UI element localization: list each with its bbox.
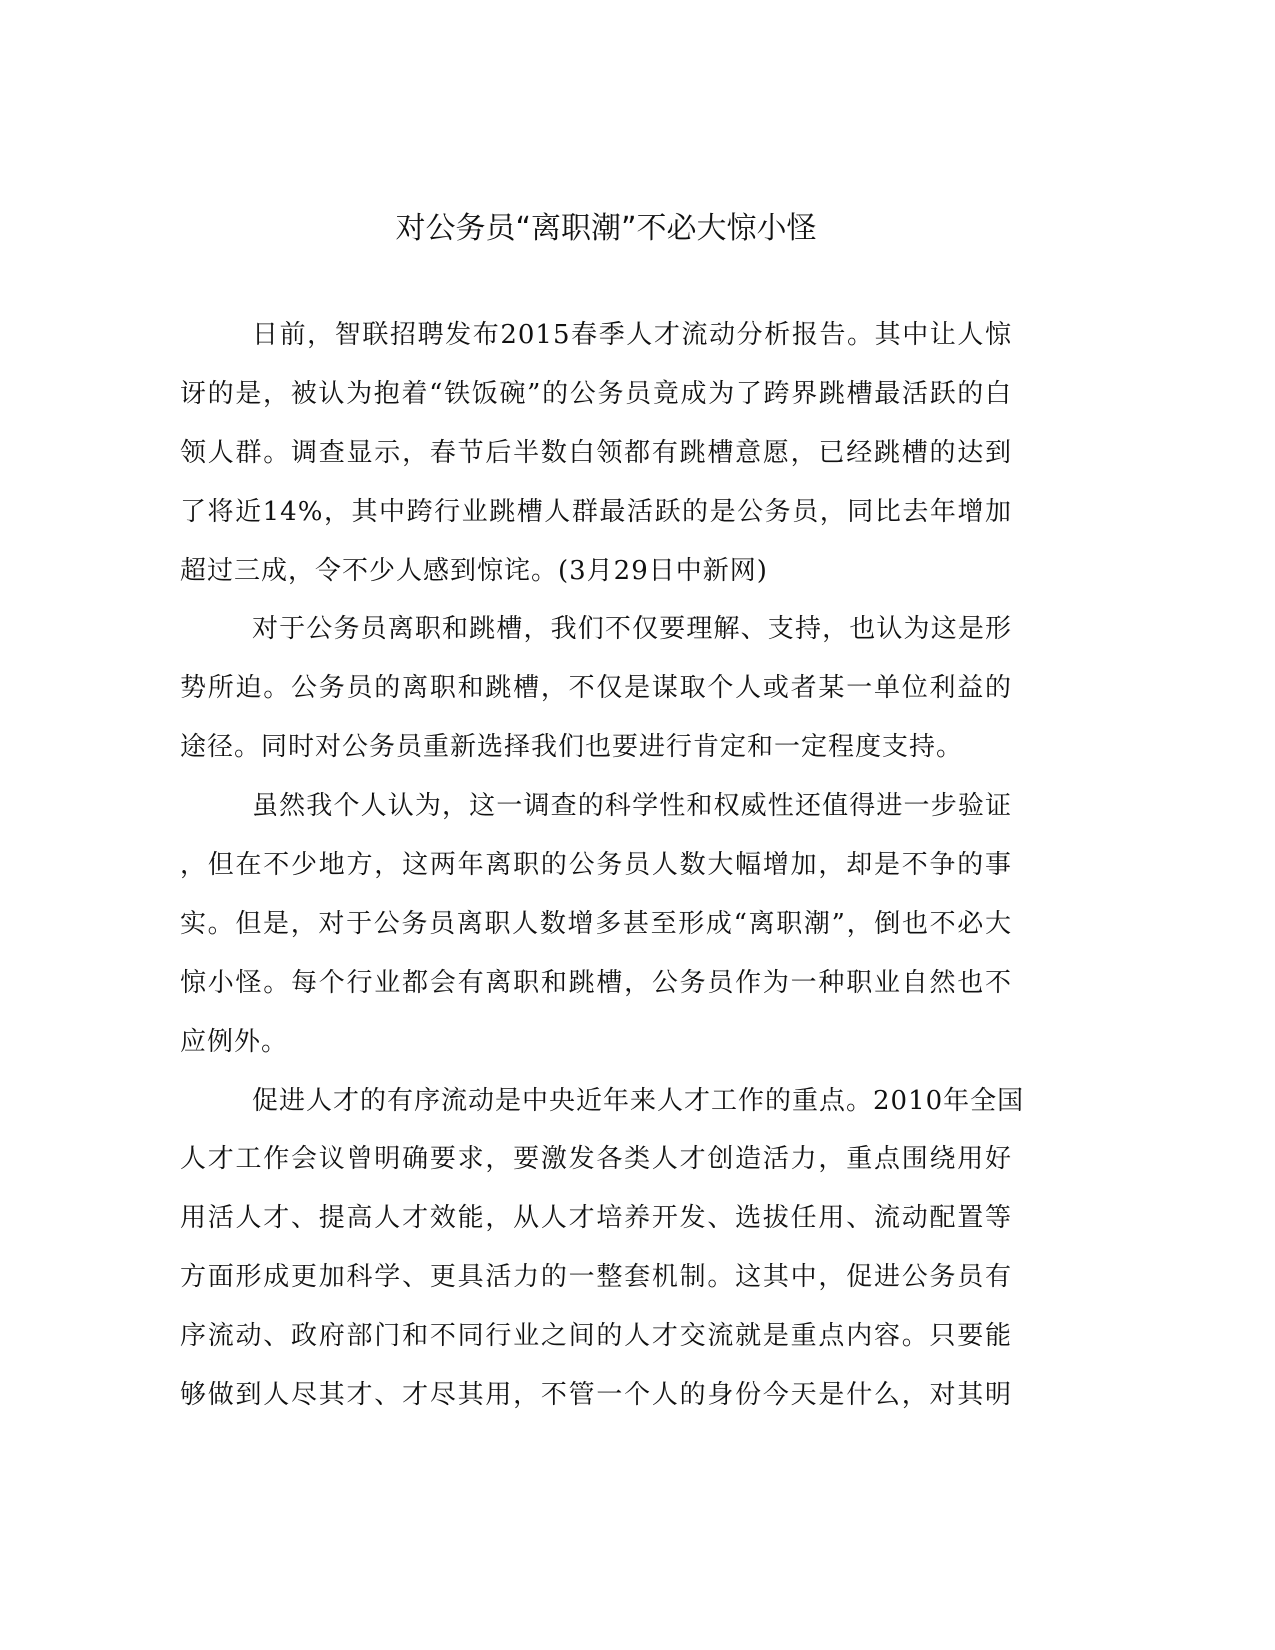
text-line: 方面形成更加科学、更具活力的一整套机制。这其中，促进公务员有 xyxy=(180,1262,1012,1293)
text-line: 讶的是，被认为抱着“铁饭碗”的公务员竟成为了跨界跳槽最活跃的白 xyxy=(180,378,1012,409)
text-line: 促进人才的有序流动是中央近年来人才工作的重点。2010年全国 xyxy=(252,1085,1025,1116)
text-line: 虽然我个人认为，这一调查的科学性和权威性还值得进一步验证 xyxy=(252,791,1012,822)
text-line: 日前，智联招聘发布2015春季人才流动分析报告。其中让人惊 xyxy=(252,320,1012,350)
text-line: 用活人才、提高人才效能，从人才培养开发、选拔任用、流动配置等 xyxy=(180,1203,1012,1234)
text-line: 了将近14%，其中跨行业跳槽人群最活跃的是公务员，同比去年增加 xyxy=(180,496,1012,527)
text-line: 领人群。调查显示，春节后半数白领都有跳槽意愿，已经跳槽的达到 xyxy=(180,437,1012,468)
text-line: 人才工作会议曾明确要求，要激发各类人才创造活力，重点围绕用好 xyxy=(180,1144,1012,1175)
document-title: 对公务员“离职潮”不必大惊小怪 xyxy=(395,211,817,246)
document-body xyxy=(180,306,1025,1425)
text-line: 序流动、政府部门和不同行业之间的人才交流就是重点内容。只要能 xyxy=(180,1321,1012,1352)
text-line: 超过三成，令不少人感到惊诧。(3月29日中新网) xyxy=(180,555,768,586)
text-line: 对于公务员离职和跳槽，我们不仅要理解、支持，也认为这是形 xyxy=(252,614,1012,645)
text-line: ，但在不少地方，这两年离职的公务员人数大幅增加，却是不争的事 xyxy=(180,850,1012,881)
text-line: 势所迫。公务员的离职和跳槽，不仅是谋取个人或者某一单位利益的 xyxy=(180,673,1012,704)
text-line: 应例外。 xyxy=(180,1026,289,1057)
text-line: 够做到人尽其才、才尽其用，不管一个人的身份今天是什么，对其明 xyxy=(180,1380,1012,1411)
text-line: 途径。同时对公务员重新选择我们也要进行肯定和一定程度支持。 xyxy=(180,732,964,763)
text-line: 实。但是，对于公务员离职人数增多甚至形成“离职潮”，倒也不必大 xyxy=(180,908,1012,939)
text-line: 惊小怪。每个行业都会有离职和跳槽，公务员作为一种职业自然也不 xyxy=(180,967,1012,998)
